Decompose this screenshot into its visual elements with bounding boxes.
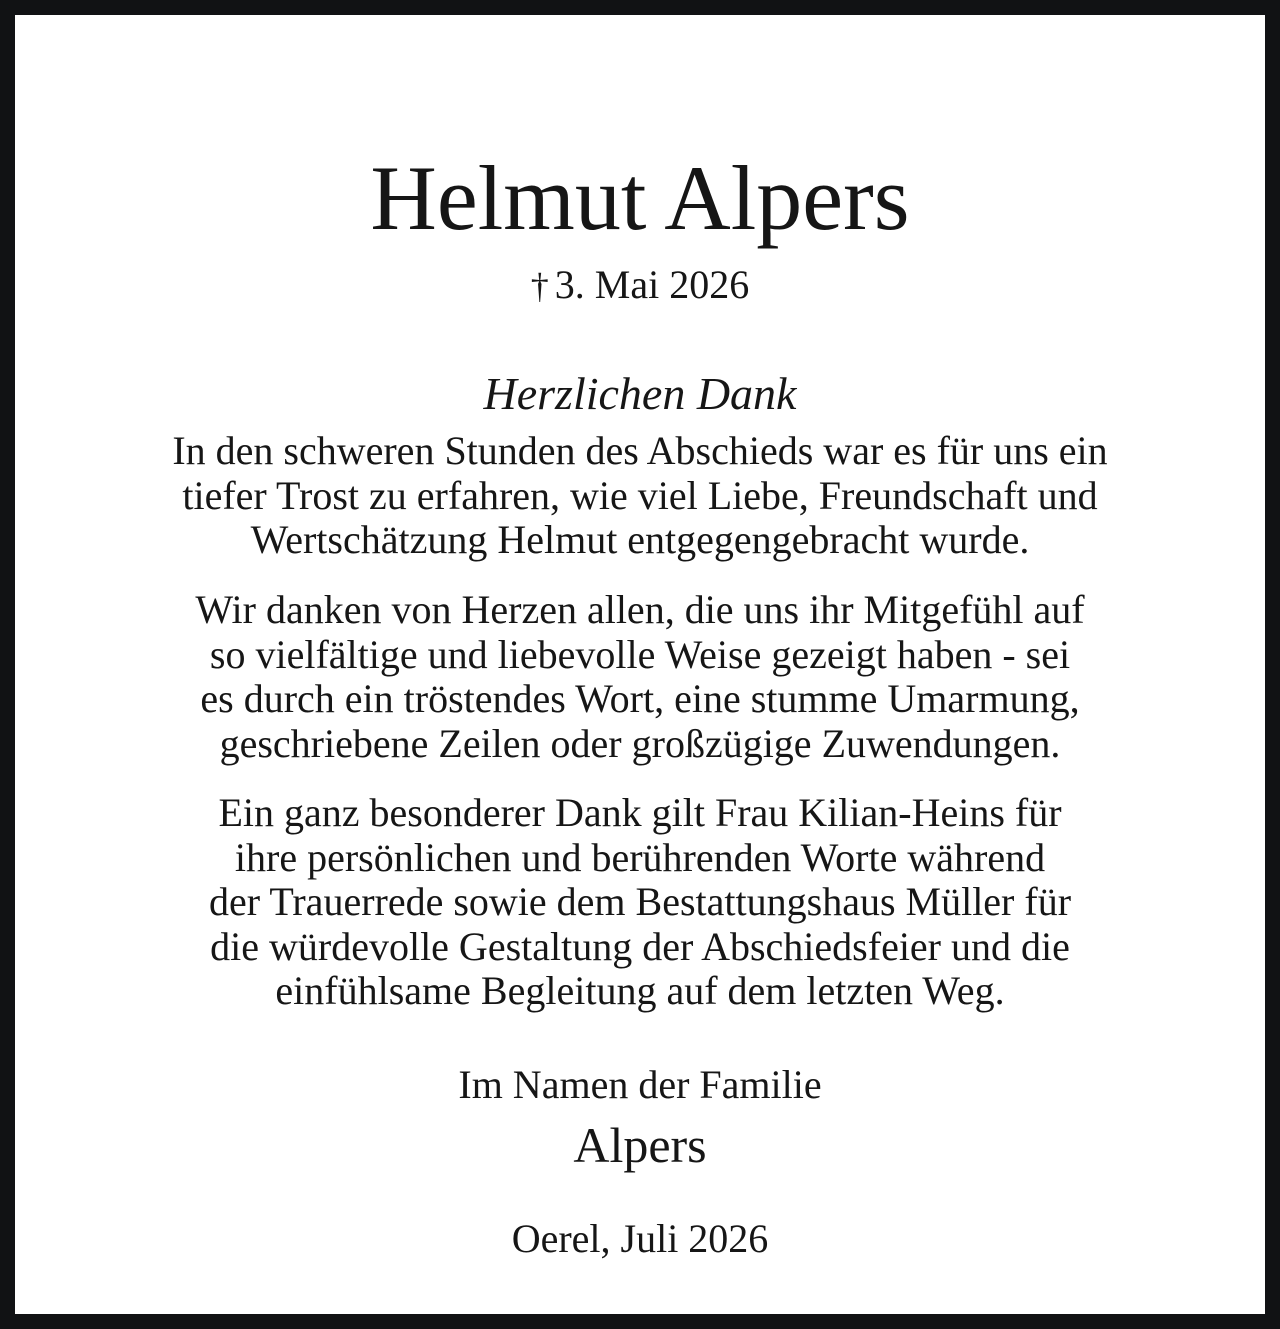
- thanks-paragraph-3: [30, 791, 1250, 1014]
- thanks-paragraph-2: [30, 588, 1250, 766]
- paragraph-line: In den schweren Stunden des Abschieds war es für uns ein: [172, 428, 1108, 473]
- thanks-heading: Herzlichen Dank: [483, 368, 797, 419]
- deceased-name: Helmut Alpers: [370, 147, 910, 249]
- paragraph-line: Ein ganz besonderer Dank gilt Frau Kilian-Heins für: [218, 790, 1062, 835]
- place-and-date: Oerel, Juli 2026: [511, 1216, 769, 1261]
- thanks-paragraph-1: [30, 429, 1250, 563]
- death-date-line: [30, 261, 1250, 310]
- closing-line: Im Namen der Familie: [458, 1062, 822, 1107]
- paragraph-line: so vielfältige und liebevolle Weise gezeigt haben - sei: [209, 631, 1071, 677]
- paragraph-line: Wertschätzung Helmut entgegengebracht wurde.: [250, 517, 1030, 562]
- paragraph-line: geschriebene Zeilen oder großzügige Zuwendungen.: [219, 720, 1061, 766]
- death-date: 3. Mai 2026: [554, 262, 750, 307]
- paragraph-line: der Trauerrede sowie dem Bestattungshaus Müller für: [208, 879, 1072, 924]
- cross-icon: †: [530, 266, 549, 306]
- paragraph-line: tiefer Trost zu erfahren, wie viel Liebe, Freundschaft und: [182, 472, 1098, 518]
- paragraph-line: Wir danken von Herzen allen, die uns ihr Mitgefühl auf: [195, 587, 1085, 632]
- paragraph-line: es durch ein tröstendes Wort, eine stumme Umarmung,: [200, 676, 1080, 721]
- paragraph-line: einfühlsame Begleitung auf dem letzten Weg.: [275, 968, 1005, 1013]
- family-name: Alpers: [573, 1117, 707, 1173]
- paragraph-line: die würdevolle Gestaltung der Abschiedsfeier und die: [210, 923, 1070, 969]
- paragraph-line: ihre persönlichen und berührenden Worte während: [234, 834, 1046, 880]
